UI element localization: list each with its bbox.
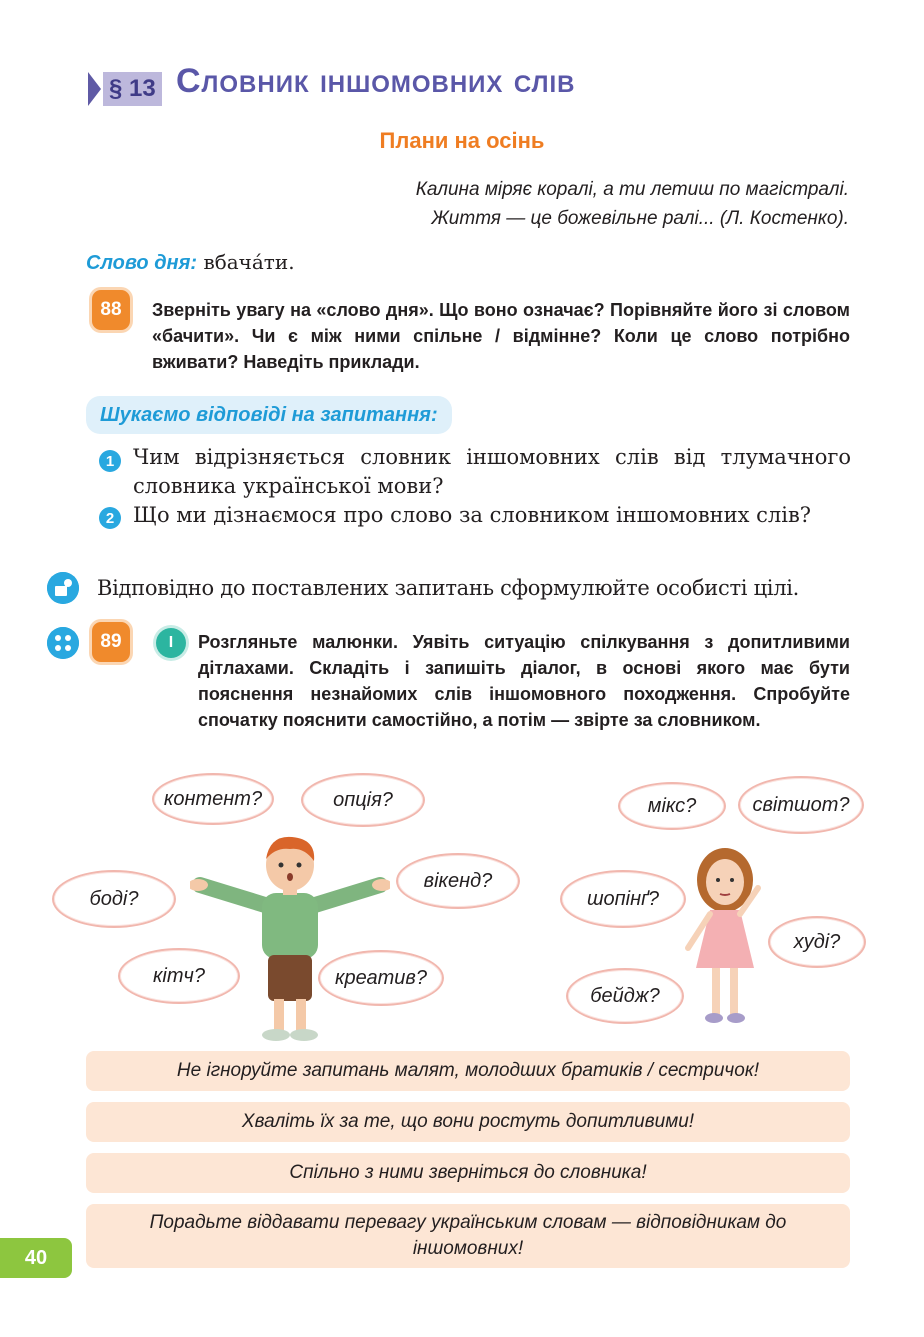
tip-box: Порадьте віддавати перевагу українським словам — відповідникам до іншомовних! xyxy=(86,1204,850,1268)
section-badge xyxy=(88,72,162,106)
group-work-icon xyxy=(47,627,79,659)
task-89-text: Розгляньте малюнки. Уявіть ситуацію спілкування з допитливими дітлахами. Складіть і запишіть діалог, в основі якого має бути пояснення незнайомих слів іншомовного походження. Спробуйте спочатку пояснити самостійно, а потім — звірте за словником. xyxy=(198,632,850,730)
question-number-icon: 1 xyxy=(99,450,121,472)
task-number-badge: 89 xyxy=(92,622,130,662)
word-cloud: креатив? xyxy=(318,950,444,1006)
word-cloud: шопінґ? xyxy=(560,870,686,928)
epigraph xyxy=(416,175,849,233)
word-cloud: вікенд? xyxy=(396,853,520,909)
task-number-badge: 88 xyxy=(92,290,130,330)
question-number-icon: 2 xyxy=(99,507,121,529)
task-88-text: Зверніть увагу на «слово дня». Що воно означає? Порівняйте його зі словом «бачити». Чи є між ними спільне / відмінне? Коли це слово потрібно вживати? Наведіть приклади. xyxy=(152,300,850,372)
questions-heading: Шукаємо відповіді на запитання: xyxy=(86,396,452,434)
goal-icon xyxy=(47,572,79,604)
tip-box: Спільно з ними зверніться до словника! xyxy=(86,1153,850,1193)
section-number: § 13 xyxy=(103,72,162,106)
word-of-day-value: вбача́ти. xyxy=(203,250,295,274)
word-of-day xyxy=(86,250,295,275)
word-cloud: контент? xyxy=(152,773,274,825)
word-cloud: бейдж? xyxy=(566,968,684,1024)
epigraph-line: Калина міряє коралі, а ти летиш по магістралі. xyxy=(415,179,849,200)
question-text: Що ми дізнаємося про слово за словником іншомовних слів? xyxy=(133,503,812,527)
page-title: Словник іншомовних слів xyxy=(176,62,576,100)
lesson-subtitle: Плани на осінь xyxy=(379,128,545,153)
boy-illustration xyxy=(190,835,390,1045)
level-badge: I xyxy=(156,628,186,658)
tip-box: Не ігноруйте запитань малят, молодших братиків / сестричок! xyxy=(86,1051,850,1091)
page-number: 40 xyxy=(0,1238,72,1278)
question-text: Чим відрізняється словник іншомовних слів від тлумачного словника української мови? xyxy=(133,445,851,498)
word-cloud: кітч? xyxy=(118,948,240,1004)
word-cloud: боді? xyxy=(52,870,176,928)
girl-illustration xyxy=(670,848,780,1028)
goal-text: Відповідно до поставлених запитань сформулюйте особисті цілі. xyxy=(97,576,800,600)
section-chevron-icon xyxy=(88,72,101,106)
word-cloud: світшот? xyxy=(738,776,864,834)
word-cloud: худі? xyxy=(768,916,866,968)
word-cloud: опція? xyxy=(301,773,425,827)
word-cloud: мікс? xyxy=(618,782,726,830)
epigraph-line: Життя — це божевільне ралі... (Л. Костенко). xyxy=(431,208,849,229)
tip-box: Хваліть їх за те, що вони ростуть допитливими! xyxy=(86,1102,850,1142)
word-of-day-label: Слово дня: xyxy=(86,252,198,274)
